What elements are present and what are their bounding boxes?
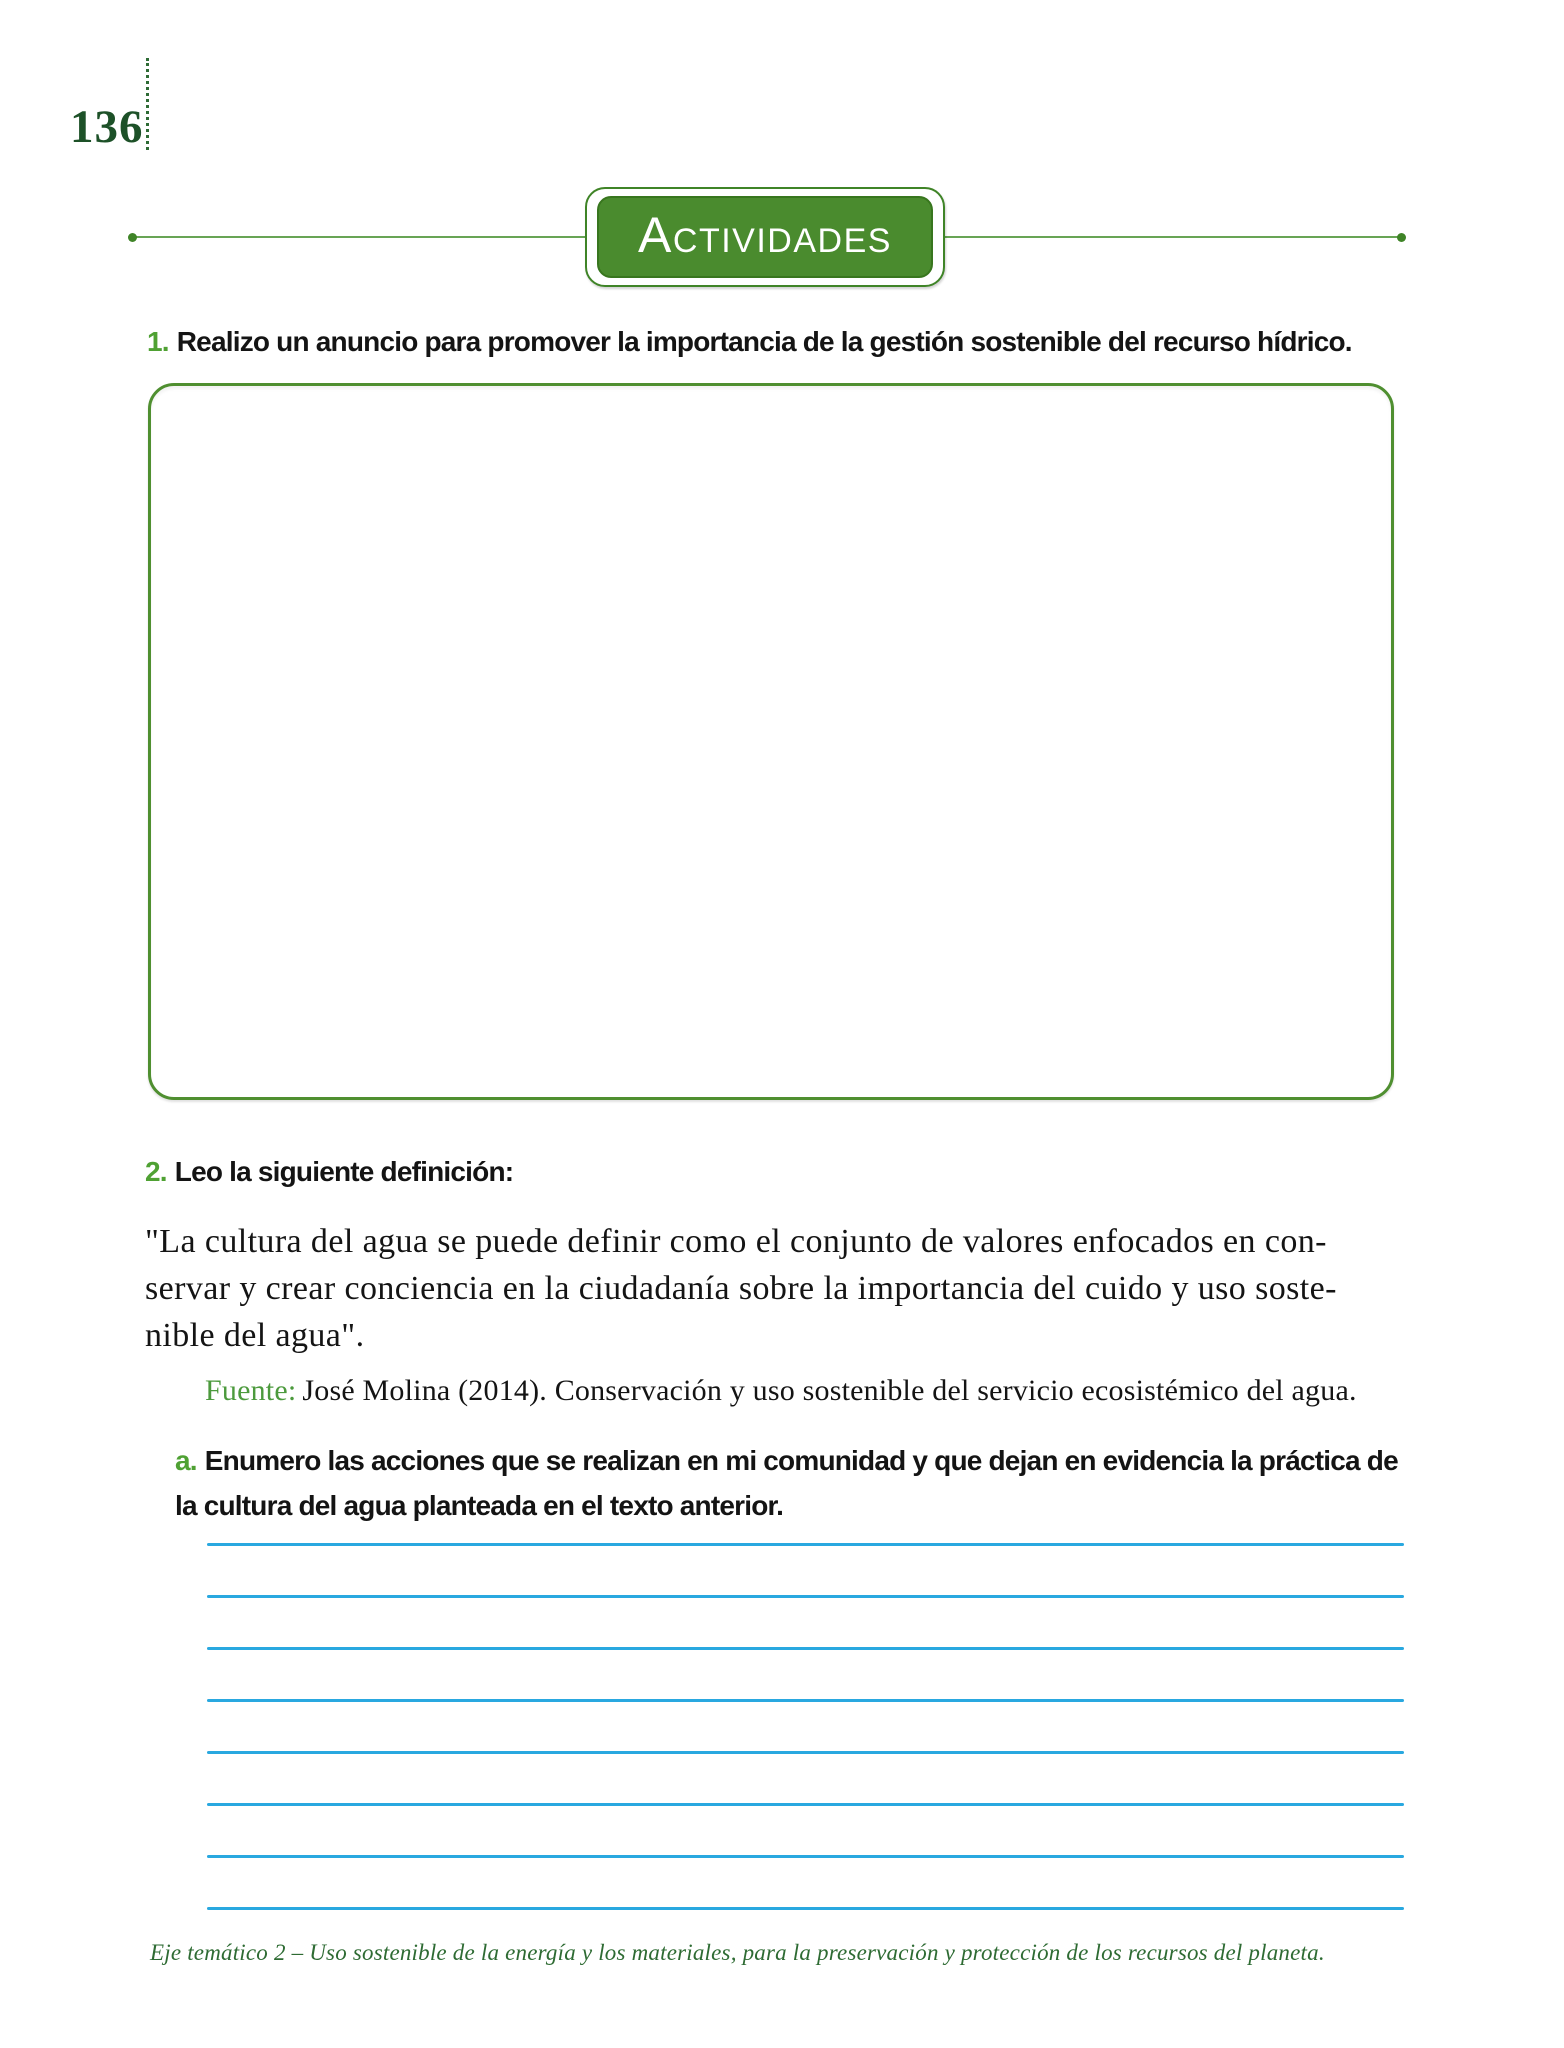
line-end-dot-left	[128, 233, 137, 242]
line-end-dot-right	[1397, 233, 1406, 242]
activity-1	[147, 325, 1427, 359]
footer-theme-note: Eje temático 2 – Uso sostenible de la energía y los materiales, para la preservación y protección de los recursos del planeta.	[150, 1940, 1325, 1965]
answer-line[interactable]	[207, 1699, 1404, 1702]
activity-2a-text: Enumero las acciones que se realizan en mi comunidad y que dejan en evidencia la práctica de la cultura del agua planteada en el texto anterior.	[175, 1445, 1398, 1521]
activity-2-text: Leo la siguiente definición:	[174, 1156, 514, 1187]
answer-line[interactable]	[207, 1647, 1404, 1650]
quote-source-label: Fuente:	[205, 1374, 297, 1407]
definition-quote-line: servar y crear conciencia en la ciudadanía sobre la importancia del cuido y uso soste-	[145, 1270, 1337, 1307]
definition-quote	[145, 1218, 1415, 1359]
activity-2a	[175, 1438, 1415, 1528]
activities-banner	[585, 187, 945, 287]
page-number-dotted-divider	[146, 58, 149, 150]
activities-banner-title: ACTIVIDADES	[638, 207, 892, 263]
activity-1-answer-box[interactable]	[148, 383, 1394, 1100]
activity-1-text: Realizo un anuncio para promover la importancia de la gestión sostenible del recurso hídrico.	[176, 326, 1352, 357]
definition-quote-line: nible del agua".	[145, 1317, 365, 1354]
answer-lines	[207, 1543, 1404, 1959]
answer-line[interactable]	[207, 1751, 1404, 1754]
activities-banner-fill	[597, 196, 933, 278]
quote-source-text: José Molina (2014). Conservación y uso sostenible del servicio ecosistémico del agua.	[302, 1374, 1357, 1407]
answer-line[interactable]	[207, 1907, 1404, 1910]
activity-2a-number: a.	[175, 1445, 197, 1476]
activity-1-number: 1.	[147, 326, 169, 357]
activity-2	[145, 1155, 1045, 1189]
quote-source	[205, 1374, 1357, 1408]
answer-line[interactable]	[207, 1855, 1404, 1858]
answer-line[interactable]	[207, 1803, 1404, 1806]
page-number: 136	[70, 101, 144, 153]
answer-line[interactable]	[207, 1595, 1404, 1598]
answer-line[interactable]	[207, 1543, 1404, 1546]
definition-quote-line: "La cultura del agua se puede definir como el conjunto de valores enfocados en con-	[145, 1223, 1327, 1260]
activity-2-number: 2.	[145, 1156, 167, 1187]
